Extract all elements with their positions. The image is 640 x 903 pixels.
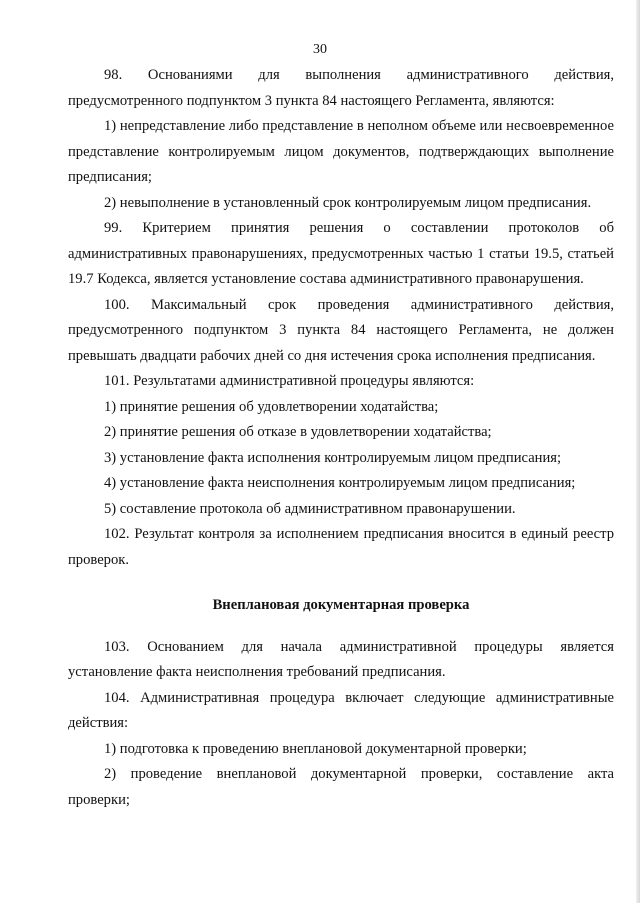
- list-item-104-1: 1) подготовка к проведению внеплановой документарной проверки;: [104, 740, 527, 757]
- paragraph-102: 102. Результат контроля за исполнением предписания вносится в единый реестр проверок.: [68, 526, 614, 568]
- list-item-98-2: 2) невыполнение в установленный срок контролируемым лицом предписания.: [104, 194, 592, 211]
- paragraph-100: 100. Максимальный срок проведения административного действия, предусмотренного подпунктом 3 пункта 84 настоящего Регламента, не должен превышать двадцати рабочих дней со дня истечения срока исполнения предписания.: [68, 296, 614, 364]
- list-item-101-4: 4) установление факта неисполнения контролируемым лицом предписания;: [104, 475, 576, 491]
- paragraph-104: 104. Административная процедура включает следующие административные действия:: [68, 689, 614, 731]
- paragraph-103: 103. Основанием для начала административной процедуры является установление факта неисполнения требований предписания.: [68, 638, 614, 680]
- list-item-101-2: 2) принятие решения об отказе в удовлетворении ходатайства;: [104, 424, 492, 440]
- paragraph-101: 101. Результатами административной процедуры являются:: [104, 373, 475, 389]
- section-heading: Внеплановая документарная проверка: [212, 597, 470, 613]
- paragraph-99: 99. Критерием принятия решения о составлении протоколов об административных правонарушениях, предусмотренных частью 1 статьи 19.5, статьей 19.7 Кодекса, является установление состава административного правонарушения.: [68, 220, 614, 287]
- page-number: 30: [313, 42, 327, 57]
- paragraph-98: 98. Основаниями для выполнения административного действия, предусмотренного подпунктом 3 пункта 84 настоящего Регламента, являются:: [68, 67, 614, 109]
- list-item-101-5: 5) составление протокола об административном правонарушении.: [104, 500, 516, 517]
- list-item-98-1: 1) непредставление либо представление в неполном объеме или несвоевременное представление контролируемым лицом документов, подтверждающих выполнение предписания;: [68, 118, 614, 185]
- document-body: [68, 63, 614, 813]
- list-item-101-3: 3) установление факта исполнения контролируемым лицом предписания;: [104, 449, 562, 466]
- page-edge-shadow: [636, 0, 640, 903]
- list-item-101-1: 1) принятие решения об удовлетворении ходатайства;: [104, 398, 439, 415]
- list-item-104-2: 2) проведение внеплановой документарной проверки, составление акта проверки;: [68, 766, 614, 808]
